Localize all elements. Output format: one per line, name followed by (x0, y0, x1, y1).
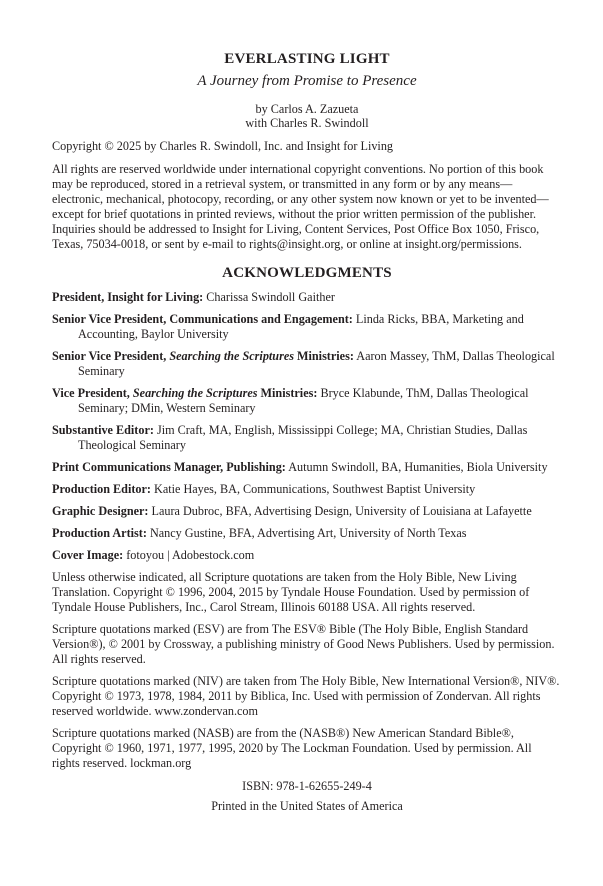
acknowledgment-item (52, 504, 562, 519)
ack-role: Senior Vice President, Communications and Engagement: (52, 312, 353, 326)
acknowledgments-list (52, 290, 562, 563)
book-subtitle: A Journey from Promise to Presence (197, 73, 417, 89)
ack-role: Senior Vice President, Searching the Scriptures Ministries: (52, 349, 354, 363)
ack-person: Aaron Massey, ThM, Dallas Theological Seminary (78, 349, 555, 378)
book-title: EVERLASTING LIGHT (224, 51, 390, 67)
ack-role: Vice President, Searching the Scriptures Ministries: (52, 386, 318, 400)
acknowledgment-item (52, 290, 562, 305)
ack-role: Cover Image: (52, 548, 124, 562)
acknowledgment-item (52, 482, 562, 497)
ack-person: Katie Hayes, BA, Communications, Southwest Baptist University (154, 482, 476, 496)
ack-role: Production Editor: (52, 482, 151, 496)
acknowledgment-item (52, 312, 562, 342)
scripture-notice-esv: Scripture quotations marked (ESV) are from The ESV® Bible (The Holy Bible, English Standard Version®), © 2001 by Crossway, a publishing ministry of Good News Publishers. Used by permission. All rights reserved. (52, 622, 555, 666)
rights-paragraph: All rights are reserved worldwide under international copyright conventions. No portion of this book may be reproduced, stored in a retrieval system, or transmitted in any form or by any means—electronic, mechanical, photocopy, recording, or any other system now known or yet to be invented—except for brief quotations in printed reviews, without the prior written permission of the publisher. Inquiries should be addressed to Insight for Living, Content Services, Post Office Box 1050, Frisco, Texas, 75034-0018, or sent by e-mail to rights@insight.org, or online at insight.org/permissions. (52, 162, 549, 251)
ack-role: Graphic Designer: (52, 504, 149, 518)
acknowledgment-item (52, 423, 562, 453)
coauthor-line: with Charles R. Swindoll (245, 116, 369, 130)
ack-person: Linda Ricks, BBA, Marketing and Accounting, Baylor University (78, 312, 524, 341)
acknowledgment-item (52, 548, 562, 563)
ack-role: President, Insight for Living: (52, 290, 204, 304)
copyright-line: Copyright © 2025 by Charles R. Swindoll, Inc. and Insight for Living (52, 139, 394, 153)
ack-person: Laura Dubroc, BFA, Advertising Design, University of Louisiana at Lafayette (151, 504, 532, 518)
acknowledgment-item (52, 460, 562, 475)
acknowledgment-item (52, 386, 562, 416)
ack-role: Substantive Editor: (52, 423, 154, 437)
acknowledgment-item (52, 349, 562, 379)
acknowledgments-heading: ACKNOWLEDGMENTS (222, 265, 392, 281)
ack-person: Jim Craft, MA, English, Mississippi College; MA, Christian Studies, Dallas Theological Seminary (78, 423, 528, 452)
isbn: ISBN: 978-1-62655-249-4 (242, 779, 372, 793)
ack-role: Production Artist: (52, 526, 147, 540)
ack-person: Bryce Klabunde, ThM, Dallas Theological Seminary; DMin, Western Seminary (78, 386, 529, 415)
author-line: by Carlos A. Zazueta (255, 102, 359, 116)
ack-person: fotoyou | Adobestock.com (126, 548, 255, 562)
scripture-notice-niv: Scripture quotations marked (NIV) are taken from The Holy Bible, New International Version®, NIV®. Copyright © 1973, 1978, 1984, 2011 by Biblica, Inc. Used with permission of Zondervan. All rights reserved worldwide. www.zondervan.com (52, 674, 560, 718)
printed-in: Printed in the United States of America (211, 799, 403, 813)
ack-person: Autumn Swindoll, BA, Humanities, Biola University (288, 460, 548, 474)
ack-person: Nancy Gustine, BFA, Advertising Art, University of North Texas (149, 526, 467, 540)
ack-role: Print Communications Manager, Publishing: (52, 460, 286, 474)
scripture-notice-nasb: Scripture quotations marked (NASB) are from the (NASB®) New American Standard Bible®, Copyright © 1960, 1971, 1977, 1995, 2020 by The Lockman Foundation. Used by permission. All rights reserved. lockman.org (52, 726, 532, 770)
copyright-page (52, 50, 562, 814)
ack-person: Charissa Swindoll Gaither (206, 290, 335, 304)
authors-block (52, 102, 562, 130)
acknowledgment-item (52, 526, 562, 541)
scripture-notice-nlt: Unless otherwise indicated, all Scripture quotations are taken from the Holy Bible, New Living Translation. Copyright © 1996, 2004, 2015 by Tyndale House Foundation. Used by permission of Tyndale House Publishers, Inc., Carol Stream, Illinois 60188 USA. All rights reserved. (52, 570, 530, 614)
